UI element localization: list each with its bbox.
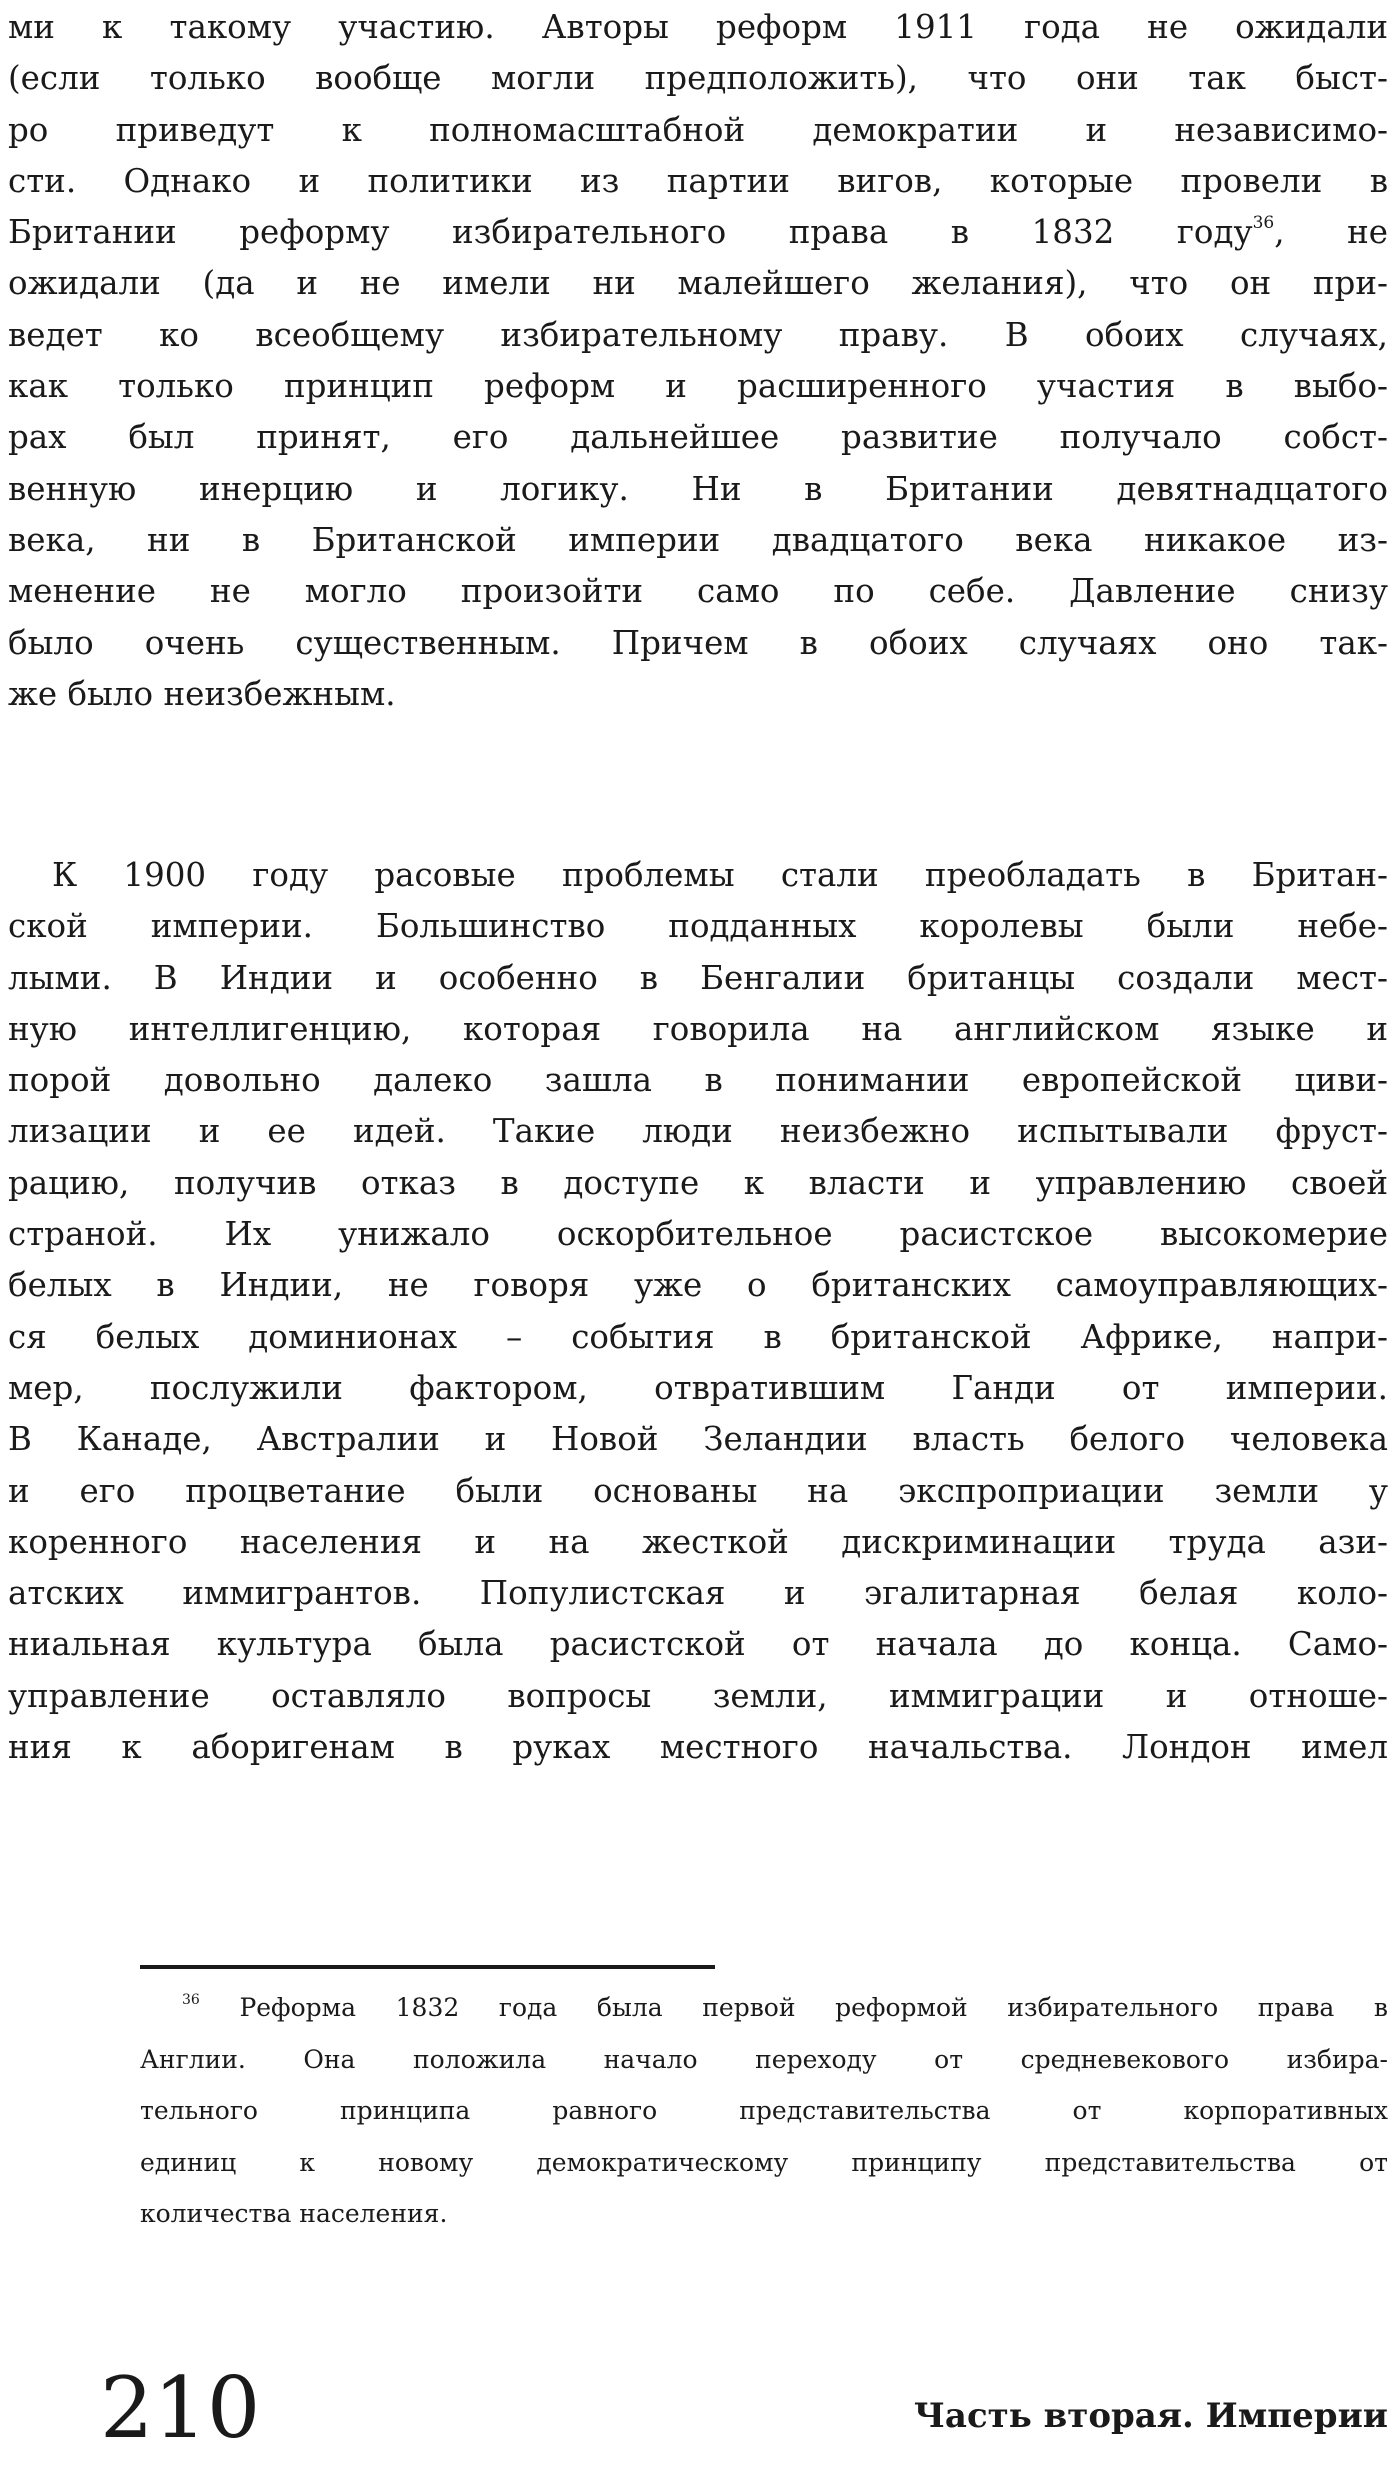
footnote-line: Англии. Она положила начало переходу от средневекового избира-	[140, 2044, 1388, 2074]
text-line: венную инерцию и логику. Ни в Британии девятнадцатого	[8, 469, 1388, 508]
text-line: атских иммигрантов. Популистская и эгалитарная белая коло-	[8, 1574, 1388, 1613]
text-line: ми к такому участию. Авторы реформ 1911 года не ожидали	[8, 8, 1388, 46]
text-line: было очень существенным. Причем в обоих случаях оно так-	[8, 623, 1388, 662]
text-line: (если только вообще могли предположить), что они так быст-	[8, 59, 1388, 98]
text-line: века, ни в Британской империи двадцатого века никакое из-	[8, 520, 1388, 559]
text-line: лизации и ее идей. Такие люди неизбежно испытывали фруст-	[8, 1112, 1388, 1151]
text-line: К 1900 году расовые проблемы стали преобладать в Британ-	[52, 856, 1388, 894]
footnote-line	[140, 1982, 1388, 2034]
text-line: ния к аборигенам в руках местного начальства. Лондон имел	[8, 1728, 1388, 1767]
text-line: ской империи. Большинство подданных королевы были небе-	[8, 907, 1388, 946]
page-number: 210	[100, 2359, 261, 2457]
text-line: ведет ко всеобщему избирательному праву. В обоих случаях,	[8, 315, 1388, 354]
footnote	[140, 1982, 1388, 2240]
text-line: ниальная культура была расистской от начала до конца. Само-	[8, 1625, 1388, 1664]
book-page	[8, 0, 1388, 2472]
text-line: порой довольно далеко зашла в понимании европейской циви-	[8, 1061, 1388, 1100]
text-line: белых в Индии, не говоря уже о британских самоуправляющих-	[8, 1266, 1388, 1305]
text-line: управление оставляло вопросы земли, иммиграции и отноше-	[8, 1676, 1388, 1715]
footnote-text: Реформа 1832 года была первой реформой избирательного права в	[239, 1993, 1388, 2022]
text-line: ро приведут к полномасштабной демократии и независимо-	[8, 110, 1388, 149]
text-line: ся белых доминионах – события в британской Африке, напри-	[8, 1317, 1388, 1356]
footnote-line: единиц к новому демократическому принципу представительства от	[140, 2147, 1388, 2177]
text-line-part: , не	[1274, 213, 1388, 252]
paragraph-1	[8, 2, 1388, 720]
text-line: лыми. В Индии и особенно в Бенгалии британцы создали мест-	[8, 958, 1388, 997]
text-line-with-footnote-ref	[8, 207, 1388, 258]
text-line: как только принцип реформ и расширенного участия в выбо-	[8, 367, 1388, 406]
footnote-line: количества населения.	[140, 2199, 448, 2228]
footnote-line: тельного принципа равного представительства от корпоративных	[140, 2096, 1388, 2125]
text-line: и его процветание были основаны на экспроприации земли у	[8, 1471, 1388, 1510]
text-line: ожидали (да и не имели ни малейшего желания), что он при-	[8, 264, 1388, 303]
footnote-number: 36	[182, 1992, 200, 2008]
text-line: страной. Их унижало оскорбительное расистское высокомерие	[8, 1215, 1388, 1254]
running-head: Часть вторая. Империи	[913, 2396, 1388, 2436]
text-line: ную интеллигенцию, которая говорила на английском языке и	[8, 1009, 1388, 1048]
footnote-reference[interactable]: 36	[1252, 213, 1275, 234]
text-line: рах был принят, его дальнейшее развитие получало собст-	[8, 418, 1388, 457]
text-line: мер, послужили фактором, отвратившим Ганди от империи.	[8, 1368, 1388, 1407]
text-line-part: Британии реформу избирательного права в 1832 году	[8, 213, 1253, 252]
footnote-separator	[140, 1965, 715, 1969]
text-line: менение не могло произойти само по себе. Давление снизу	[8, 572, 1388, 611]
text-line: В Канаде, Австралии и Новой Зеландии власть белого человека	[8, 1420, 1388, 1459]
text-line: же было неизбежным.	[8, 674, 396, 713]
paragraph-2	[8, 850, 1388, 1773]
text-line: коренного населения и на жесткой дискриминации труда ази-	[8, 1522, 1388, 1561]
text-line: сти. Однако и политики из партии вигов, которые провели в	[8, 161, 1388, 200]
text-line: рацию, получив отказ в доступе к власти и управлению своей	[8, 1163, 1388, 1202]
